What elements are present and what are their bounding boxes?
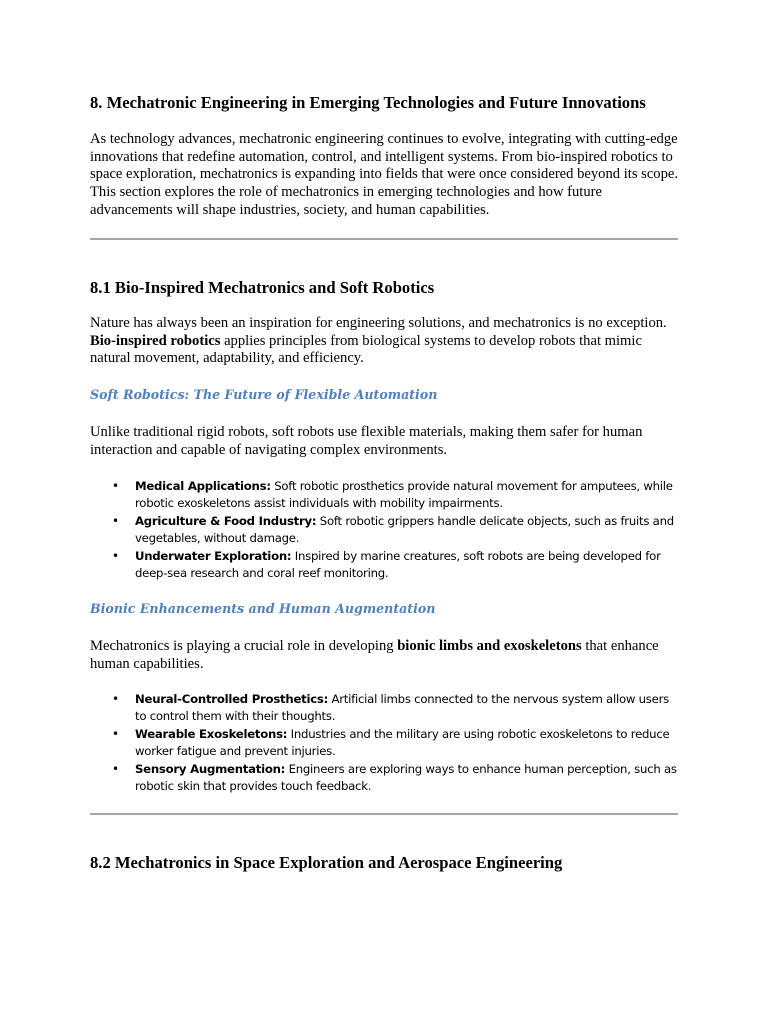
list-item-text: Inspired by marine creatures, soft robots are being developed for deep-sea research and coral reef monitoring. [135,548,661,581]
list-item [90,548,683,583]
intro-text-before: Nature has always been an inspiration for engineering solutions, and mechatronics is no exception. [90,315,667,331]
bullet-icon: • [112,726,119,741]
list-item-text: Soft robotic grippers handle delicate objects, such as fruits and vegetables, without damage. [135,513,674,546]
list-item-label: Neural-Controlled Prosthetics: [135,692,329,706]
list-item-text: Artificial limbs connected to the nervous system allow users to control them with their thoughts. [135,692,669,724]
bullet-icon: • [112,548,119,563]
bullet-icon: • [112,479,119,493]
section-8-1-intro [90,315,680,368]
section-divider-1 [90,238,678,240]
list-item-text: Engineers are exploring ways to enhance human perception, such as robotic skin that provides touch feedback. [135,761,677,794]
bionic-bold-term: bionic limbs and exoskeletons [397,638,582,654]
bullet-icon: • [112,692,119,706]
soft-robotics-intro: Unlike traditional rigid robots, soft robots use flexible materials, making them safer for human interaction and capable of navigating complex environments. [90,424,643,458]
section-8-title: 8. Mechatronic Engineering in Emerging Technologies and Future Innovations [90,93,646,112]
intro-text-after: applies principles from biological systems to develop robots that mimic natural movement, adaptability, and efficiency. [90,332,642,367]
list-item [90,691,683,726]
list-item-label: Wearable Exoskeletons: [135,726,288,741]
section-divider-2 [90,813,678,815]
list-item-label: Underwater Exploration: [135,548,292,563]
intro-bold-term: Bio-inspired robotics [90,332,221,349]
list-item [90,513,683,548]
bionic-intro [90,638,680,673]
bionic-list [90,691,680,795]
list-item-label: Sensory Augmentation: [135,761,286,776]
list-item-label: Agriculture & Food Industry: [135,513,317,528]
section-8-intro: As technology advances, mechatronic engineering continues to evolve, integrating with cutting-edge innovations that redefine automation, control, and intelligent systems. From bio-inspired robotics to space exploration, mechatronics is expanding into fields that were once considered beyond its scope. This section explores the role of mechatronics in emerging technologies and how future advancements will shape industries, society, and human capabilities. [90,131,679,218]
list-item-text: Industries and the military are using robotic exoskeletons to reduce worker fatigue and prevent injuries. [135,726,670,759]
section-8-2-title: 8.2 Mechatronics in Space Exploration and Aerospace Engineering [90,853,563,872]
bionic-text-before: Mechatronics is playing a crucial role in developing [90,638,398,654]
list-item [90,761,683,796]
soft-robotics-heading: Soft Robotics: The Future of Flexible Automation [90,387,438,402]
section-8-1-title: 8.1 Bio-Inspired Mechatronics and Soft Robotics [90,278,435,297]
bullet-icon: • [112,513,119,528]
bionic-heading: Bionic Enhancements and Human Augmentation [90,601,436,616]
list-item [90,478,683,513]
soft-robotics-list [90,478,680,582]
list-item [90,726,683,761]
list-item-label: Medical Applications: [135,479,271,493]
list-item-text: Soft robotic prosthetics provide natural movement for amputees, while robotic exoskeletons assist individuals with mobility impairments. [135,479,673,511]
bullet-icon: • [112,761,119,776]
bionic-text-after: that enhance human capabilities. [90,638,659,672]
